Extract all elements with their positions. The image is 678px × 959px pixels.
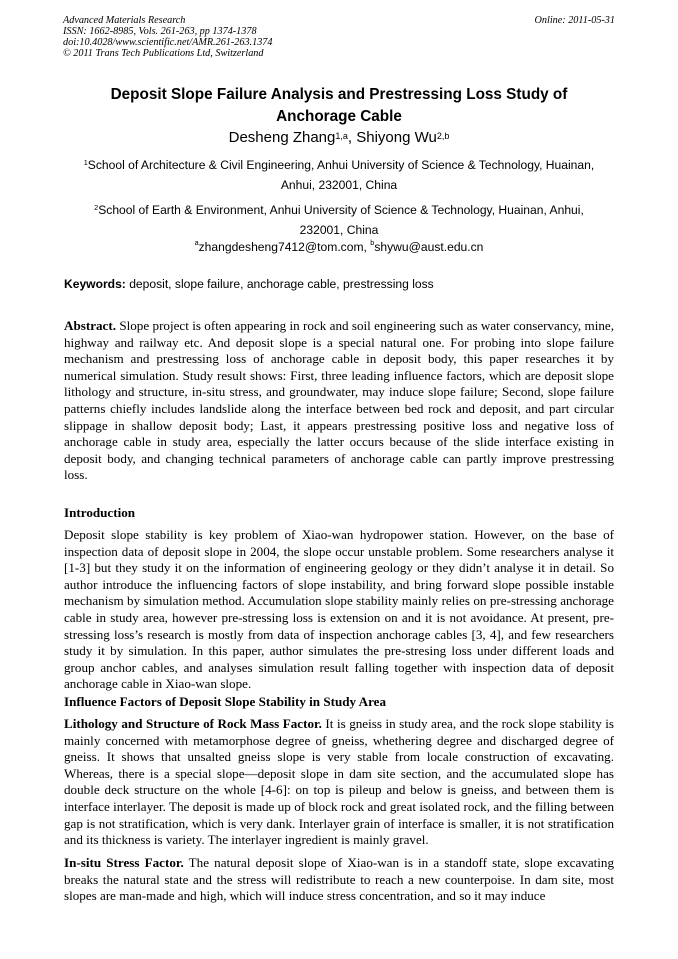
email-superscript: a xyxy=(194,238,199,247)
affiliation-line: Anhui, 232001, China xyxy=(280,178,398,192)
online-date: Online: 2011-05-31 xyxy=(534,15,615,26)
keywords-label: Keywords: xyxy=(64,277,126,291)
author-superscript: 1,a xyxy=(335,131,348,141)
abstract-text: Slope project is often appearing in rock and soil engineering such as water conservancy, mine, highway and railway etc. And deposit slope is a special natural one. For probing into slope failure mechanism and prestressing loss of anchorage cable in deposit body, this paper researches it by numerical simulation. Study result shows: First, three leading influence factors, which are deposit slope lithology and structure, in-situ stress, and groundwater, may induce slope failure; Second, slope failure patterns chiefly includes landslide along the interface between bed rock and deposit, and part circular slippage in shallow deposit body; Last, it appears prestressing positive loss and negative loss of anchorage cable in study area, especially the latter occurs because of the slide interface existing in deposit body, and changing technical parameters of anchorage cable can partly improve prestressing loss. xyxy=(64,318,614,483)
email-link[interactable]: shywu@aust.edu.cn xyxy=(374,240,484,254)
section-heading-introduction: Introduction xyxy=(64,505,136,520)
copyright-line: © 2011 Trans Tech Publications Ltd, Switzerland xyxy=(63,48,264,59)
section-heading-influence-factors: Influence Factors of Deposit Slope Stability in Study Area xyxy=(64,694,387,709)
affiliation-2 xyxy=(60,200,618,240)
email-separator: , xyxy=(363,240,371,254)
author-list xyxy=(60,128,618,148)
issn-line: ISSN: 1662-8985, Vols. 261-263, pp 1374-1378 xyxy=(63,26,257,37)
abstract-label: Abstract. xyxy=(64,318,116,333)
author-name: Shiyong Wu xyxy=(356,129,437,146)
insitu-label: In-situ Stress Factor. xyxy=(64,855,184,870)
lithology-paragraph xyxy=(64,716,614,849)
email-link[interactable]: zhangdesheng7412@tom.com xyxy=(198,240,364,254)
affiliation-superscript: 1 xyxy=(83,158,88,167)
title-line-2: Anchorage Cable xyxy=(276,108,402,125)
author-superscript: 2,b xyxy=(436,131,450,141)
introduction-paragraph: Deposit slope stability is key problem of Xiao-wan hydropower station. However, on the base of inspection data of deposit slope in 2004, the slope occur unstable problem. Some researchers analyse it [1-3] but they study it on the information of engineering geology or they didn’t analyse it in detail. So author introduce the influencing factors of slope instability, and bring forward slope possible instable mechanism by simulation method. Accumulation slope stability mainly relies on pre-stressing anchorage cable in study area, however pre-stressing loss is extension on and it is not avoidance. At present, pre-stressing loss’s research is mostly from data of inspection anchorage cables [3, 4], and few researchers study it by simulation. In this paper, author simulates the pre-stresing loss under different loads and group anchor cables, and analyses simulation result falling together with inspection data of deposit anchorage cable in Xiao-wan slope. xyxy=(64,527,614,692)
abstract xyxy=(64,318,614,484)
lithology-text: It is gneiss in study area, and the rock slope stability is mainly concerned with metamorphose degree of gneiss, whethering degree and discharged degree of gneiss. It shows that unsalted gneiss slope is very stable from locale construction of excavating. Whereas, there is a special slope—deposit slope in dam site section, and the accumulated slope has double deck structure on the whole [4-6]: on top is pileup and below is gneiss, and between them is interface interlayer. The deposit is made up of block rock and great isolated rock, and the filling between gap is not stratification, which is very dank. Interlayer grain of interface is smaller, it is not stratification and its thickness is variety. The interlayer ingredient is mainly gravel. xyxy=(64,716,614,848)
title-line-1: Deposit Slope Failure Analysis and Prestressing Loss Study of xyxy=(110,86,568,103)
email-superscript: b xyxy=(370,238,375,247)
journal-name: Advanced Materials Research xyxy=(63,15,186,26)
author-separator: , xyxy=(347,129,357,146)
insitu-stress-paragraph xyxy=(64,855,614,905)
insitu-text: The natural deposit slope of Xiao-wan is in a standoff state, slope excavating breaks the natural state and the stress will redistribute to reach a new counterpoise. In dam site, most slopes are man-made and high, which will induce stress concentration, and so it may induce xyxy=(64,855,615,904)
affiliation-line: School of Earth & Environment, Anhui University of Science & Technology, Huainan, Anhui, xyxy=(98,203,584,217)
paper-title xyxy=(60,84,618,128)
author-name: Desheng Zhang xyxy=(228,129,336,146)
author-emails xyxy=(60,240,618,254)
keywords xyxy=(64,277,434,291)
doi-line: doi:10.4028/www.scientific.net/AMR.261-263.1374 xyxy=(63,37,273,48)
affiliation-superscript: 2 xyxy=(94,203,99,212)
keywords-text: deposit, slope failure, anchorage cable, prestressing loss xyxy=(125,277,434,291)
journal-header xyxy=(63,15,272,59)
lithology-label: Lithology and Structure of Rock Mass Factor. xyxy=(64,716,322,731)
affiliation-line: School of Architecture & Civil Engineering, Anhui University of Science & Technology, Huainan, xyxy=(87,158,595,172)
affiliation-line: 232001, China xyxy=(299,223,379,237)
affiliation-1 xyxy=(60,155,618,195)
